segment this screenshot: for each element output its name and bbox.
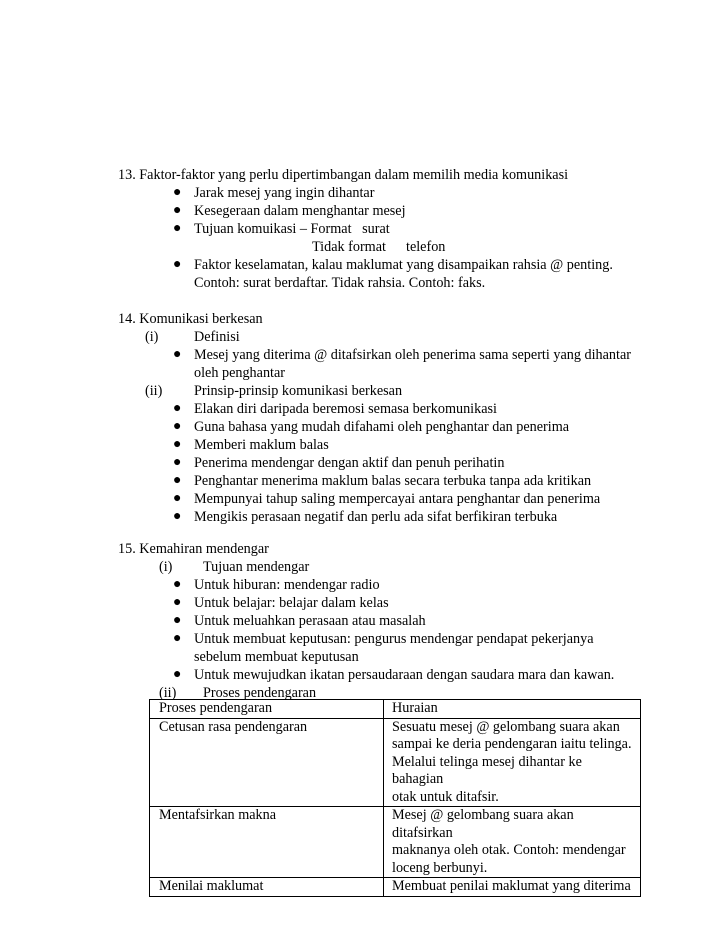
list-item: Guna bahasa yang mudah difahami oleh penghantar dan penerima: [194, 419, 570, 435]
sub-number: (ii): [145, 383, 163, 399]
bullet-icon: ●: [173, 473, 182, 488]
cell-line: maknanya oleh otak. Contoh: mendengar: [392, 842, 626, 858]
list-item: Elakan diri daripada beremosi semasa berkomunikasi: [194, 401, 497, 417]
list-item: Untuk meluahkan perasaan atau masalah: [194, 613, 426, 629]
table-header-cell: Proses pendengaran: [150, 700, 384, 719]
bullet-icon: ●: [173, 455, 182, 470]
bullet-icon: ●: [173, 419, 182, 434]
list-item: Memberi maklum balas: [194, 437, 329, 453]
bullet-icon: ●: [173, 613, 182, 628]
list-item-continuation: Contoh: surat berdaftar. Tidak rahsia. Contoh: faks.: [194, 275, 486, 291]
list-item: Untuk hiburan: mendengar radio: [194, 577, 380, 593]
sub-heading: Proses pendengaran: [203, 685, 317, 701]
process-table: [149, 699, 641, 897]
sub-heading: Tujuan mendengar: [203, 559, 310, 575]
table-cell: Menilai maklumat: [150, 878, 384, 897]
section-15-heading: 15. Kemahiran mendengar: [118, 541, 269, 557]
bullet-icon: ●: [173, 509, 182, 524]
table-cell: [384, 878, 641, 897]
list-item: Jarak mesej yang ingin dihantar: [194, 185, 375, 201]
list-item: Mengikis perasaan negatif dan perlu ada sifat berfikiran terbuka: [194, 509, 558, 525]
bullet-icon: ●: [173, 631, 182, 646]
bullet-icon: ●: [173, 185, 182, 200]
list-item-continuation: telefon: [406, 239, 446, 255]
bullet-icon: ●: [173, 491, 182, 506]
list-item: Untuk mewujudkan ikatan persaudaraan dengan saudara mara dan kawan.: [194, 667, 615, 683]
bullet-icon: ●: [173, 667, 182, 682]
list-item-continuation: oleh penghantar: [194, 365, 285, 381]
table-cell: [384, 718, 641, 807]
bullet-icon: ●: [173, 203, 182, 218]
cell-line: otak untuk ditafsir.: [392, 788, 499, 805]
bullet-icon: ●: [173, 401, 182, 416]
table-row: [150, 718, 641, 807]
bullet-icon: ●: [173, 577, 182, 592]
sub-number: (ii): [159, 685, 177, 701]
list-item-continuation: Tidak format: [312, 239, 386, 255]
cell-line: Melalui telinga mesej dihantar ke bahagian: [392, 753, 582, 787]
table-row: [150, 807, 641, 878]
list-item: Untuk membuat keputusan: pengurus mendengar pendapat pekerjanya: [194, 631, 594, 647]
section-13-heading: 13. Faktor-faktor yang perlu dipertimbangan dalam memilih media komunikasi: [118, 167, 569, 183]
sub-number: (i): [145, 329, 159, 345]
sub-heading: Prinsip-prinsip komunikasi berkesan: [194, 383, 403, 399]
list-item: Penerima mendengar dengan aktif dan penuh perihatin: [194, 455, 505, 471]
list-item: Faktor keselamatan, kalau maklumat yang disampaikan rahsia @ penting.: [194, 257, 613, 273]
list-item: Untuk belajar: belajar dalam kelas: [194, 595, 389, 611]
sub-number: (i): [159, 559, 173, 575]
table-cell: [384, 807, 641, 878]
table-cell: Cetusan rasa pendengaran: [150, 718, 384, 807]
cell-line: sampai ke deria pendengaran iaitu telinga.: [392, 736, 632, 752]
cell-line: Sesuatu mesej @ gelombang suara akan: [392, 718, 620, 735]
list-item-continuation: sebelum membuat keputusan: [194, 649, 359, 665]
table-cell: Mentafsirkan makna: [150, 807, 384, 878]
cell-line: Mesej @ gelombang suara akan ditafsirkan: [392, 807, 574, 841]
bullet-icon: ●: [173, 595, 182, 610]
bullet-icon: ●: [173, 221, 182, 236]
table-header-cell: Huraian: [384, 700, 641, 719]
cell-line: loceng berbunyi.: [392, 859, 488, 876]
list-item: Mempunyai tahup saling mempercayai antara penghantar dan penerima: [194, 491, 601, 507]
bullet-icon: ●: [173, 347, 182, 362]
list-item: Penghantar menerima maklum balas secara terbuka tanpa ada kritikan: [194, 473, 592, 489]
section-14-heading: 14. Komunikasi berkesan: [118, 311, 263, 327]
list-item: Tujuan komuikasi – Format surat: [194, 221, 390, 237]
table-header-row: [150, 700, 641, 719]
sub-heading: Definisi: [194, 329, 240, 345]
list-item: Kesegeraan dalam menghantar mesej: [194, 203, 406, 219]
cell-line: Membuat penilai maklumat yang diterima: [392, 878, 631, 894]
list-item: Mesej yang diterima @ ditafsirkan oleh penerima sama seperti yang dihantar: [194, 347, 631, 363]
bullet-icon: ●: [173, 257, 182, 272]
table-row: [150, 878, 641, 897]
bullet-icon: ●: [173, 437, 182, 452]
